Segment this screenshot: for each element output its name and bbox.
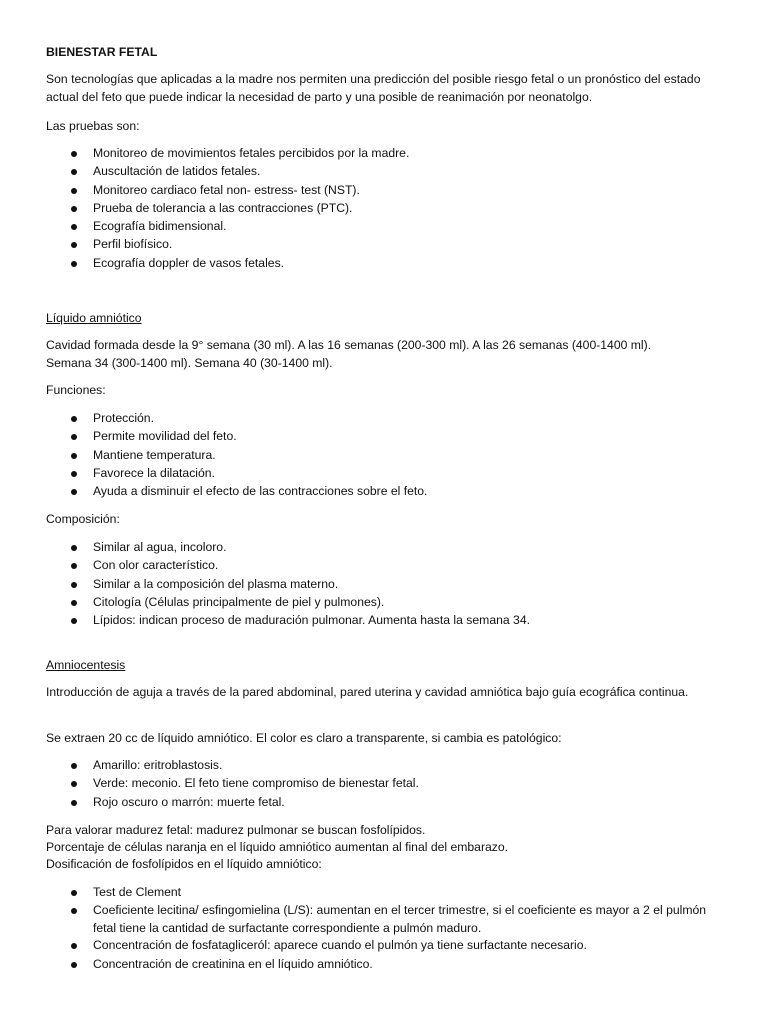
bullet-icon [71, 224, 77, 230]
bullet-icon [71, 261, 77, 267]
dosificacion-list [46, 884, 726, 974]
bullet-icon [71, 206, 77, 212]
bullet-icon [71, 453, 77, 459]
amniocentesis-intro: Introducción de aguja a través de la pared abdominal, pared uterina y cavidad amniótica bajo guía ecográfica continua. [46, 685, 689, 699]
bullet-icon [71, 151, 77, 157]
bullet-icon [71, 434, 77, 440]
list-item: Similar a la composición del plasma materno. [46, 576, 726, 594]
bullet-icon [71, 943, 77, 949]
bullet-icon [71, 600, 77, 606]
bullet-icon [71, 242, 77, 248]
list-item: Mantiene temperatura. [46, 447, 726, 465]
list-item: Verde: meconio. El feto tiene compromiso de bienestar fetal. [46, 775, 726, 793]
list-item: Con olor característico. [46, 557, 726, 575]
bullet-icon [71, 169, 77, 175]
list-item: Concentración de creatinina en el líquido amniótico. [46, 956, 726, 974]
pruebas-label: Las pruebas son: [46, 119, 140, 133]
bullet-icon [71, 489, 77, 495]
amniocentesis-heading: Amniocentesis [46, 658, 126, 672]
colores-list [46, 757, 726, 812]
pruebas-list [46, 145, 726, 273]
bullet-icon [71, 545, 77, 551]
bullet-icon [71, 781, 77, 787]
bullet-icon [71, 962, 77, 968]
list-item: Perfil biofísico. [46, 236, 726, 254]
bullet-icon [71, 800, 77, 806]
bullet-icon [71, 582, 77, 588]
document-title: BIENESTAR FETAL [46, 45, 158, 59]
bullet-icon [71, 471, 77, 477]
bullet-icon [71, 763, 77, 769]
bullet-icon [71, 563, 77, 569]
liquido-heading: Líquido amniótico [46, 311, 142, 325]
list-item: Favorece la dilatación. [46, 465, 726, 483]
madurez-line-3: Dosificación de fosfolípidos en el líquido amniótico: [46, 857, 322, 871]
list-item: Permite movilidad del feto. [46, 428, 726, 446]
list-item: Amarillo: eritroblastosis. [46, 757, 726, 775]
list-item: Similar al agua, incoloro. [46, 539, 726, 557]
funciones-label: Funciones: [46, 383, 106, 397]
composicion-list [46, 539, 726, 630]
list-item: Ecografía bidimensional. [46, 218, 726, 236]
bullet-icon [71, 188, 77, 194]
intro-paragraph: Son tecnologías que aplicadas a la madre nos permiten una predicción del posible riesgo fetal o un pronóstico del estado actual del feto que puede indicar la necesidad de parto y una posible de reanimación por neonatolgo. [46, 72, 701, 104]
extraen-paragraph: Se extraen 20 cc de líquido amniótico. El color es claro a transparente, si cambia es patológico: [46, 731, 562, 745]
bullet-icon [71, 890, 77, 896]
list-item: Lípidos: indican proceso de maduración pulmonar. Aumenta hasta la semana 34. [46, 612, 726, 630]
madurez-line-2: Porcentaje de células naranja en el líquido amniótico aumentan al final del embarazo. [46, 840, 509, 854]
bullet-icon [71, 416, 77, 422]
list-item: Protección. [46, 410, 726, 428]
cavidad-line-1: Cavidad formada desde la 9° semana (30 ml). A las 16 semanas (200-300 ml). A las 26 semanas (400-1400 ml). [46, 338, 652, 352]
cavidad-line-2: Semana 34 (300-1400 ml). Semana 40 (30-1400 ml). [46, 356, 333, 370]
madurez-line-1: Para valorar madurez fetal: madurez pulmonar se buscan fosfolípidos. [46, 823, 426, 837]
list-item: Prueba de tolerancia a las contracciones (PTC). [46, 200, 726, 218]
list-item: Citología (Células principalmente de piel y pulmones). [46, 594, 726, 612]
composicion-label: Composición: [46, 512, 120, 526]
list-item: Rojo oscuro o marrón: muerte fetal. [46, 794, 726, 812]
list-item: Concentración de fosfatagliceról: aparece cuando el pulmón ya tiene surfactante necesario. [46, 937, 726, 955]
list-item: Auscultación de latidos fetales. [46, 163, 726, 181]
list-item: Ecografía doppler de vasos fetales. [46, 255, 726, 273]
list-item: Monitoreo de movimientos fetales percibidos por la madre. [46, 145, 726, 163]
bullet-icon [71, 908, 77, 914]
list-item: Ayuda a disminuir el efecto de las contracciones sobre el feto. [46, 483, 726, 501]
list-item: Coeficiente lecitina/ esfingomielina (L/S): aumentan en el tercer trimestre, si el coeficiente es mayor a 2 el pulmón fetal tiene la cantidad de surfactante correspondiente a pulmón maduro. [46, 902, 713, 937]
list-item: Monitoreo cardiaco fetal non- estress- test (NST). [46, 182, 726, 200]
list-item: Test de Clement [46, 884, 726, 902]
bullet-icon [71, 618, 77, 624]
funciones-list [46, 410, 726, 501]
